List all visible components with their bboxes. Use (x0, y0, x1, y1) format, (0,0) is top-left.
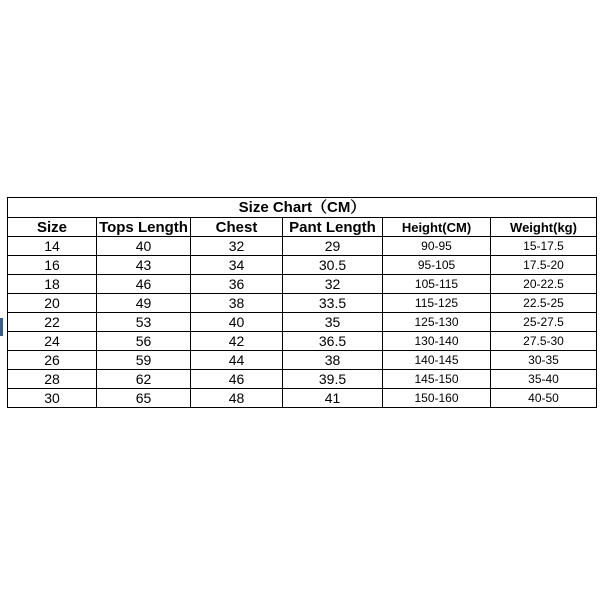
tops-length-cell: 49 (97, 294, 191, 313)
tops-length-cell: 46 (97, 275, 191, 294)
chest-cell: 32 (191, 237, 283, 256)
height-cell: 130-140 (383, 332, 491, 351)
height-cell: 105-115 (383, 275, 491, 294)
chest-cell: 38 (191, 294, 283, 313)
weight-cell: 40-50 (491, 389, 597, 408)
pant-length-cell: 30.5 (283, 256, 383, 275)
weight-cell: 15-17.5 (491, 237, 597, 256)
pant-length-cell: 39.5 (283, 370, 383, 389)
size-cell: 22 (8, 313, 97, 332)
pant-length-cell: 32 (283, 275, 383, 294)
chest-header: Chest (191, 218, 283, 237)
chest-cell: 46 (191, 370, 283, 389)
table-row (8, 313, 597, 332)
table-row (8, 332, 597, 351)
weight-cell: 20-22.5 (491, 275, 597, 294)
table-row (8, 237, 597, 256)
tops-length-cell: 43 (97, 256, 191, 275)
height-cell: 145-150 (383, 370, 491, 389)
table-title: Size Chart（CM） (8, 198, 597, 218)
tops-length-cell: 62 (97, 370, 191, 389)
chest-cell: 44 (191, 351, 283, 370)
height-cell: 150-160 (383, 389, 491, 408)
left-edge-mark (0, 318, 3, 336)
size-cell: 30 (8, 389, 97, 408)
size-cell: 28 (8, 370, 97, 389)
tops-length-cell: 40 (97, 237, 191, 256)
table-row (8, 370, 597, 389)
size-chart-table (7, 197, 597, 408)
chest-cell: 34 (191, 256, 283, 275)
chest-cell: 48 (191, 389, 283, 408)
weight-cell: 27.5-30 (491, 332, 597, 351)
pant-length-cell: 35 (283, 313, 383, 332)
table-row (8, 351, 597, 370)
weight-cell: 30-35 (491, 351, 597, 370)
pant-length-cell: 38 (283, 351, 383, 370)
pant-length-cell: 36.5 (283, 332, 383, 351)
chest-cell: 42 (191, 332, 283, 351)
height-cell: 95-105 (383, 256, 491, 275)
size-cell: 18 (8, 275, 97, 294)
size-cell: 16 (8, 256, 97, 275)
table-row (8, 294, 597, 313)
size-cell: 24 (8, 332, 97, 351)
header-row (8, 218, 597, 237)
weight-cell: 22.5-25 (491, 294, 597, 313)
table-row (8, 256, 597, 275)
table-body (8, 237, 597, 408)
height-cell: 140-145 (383, 351, 491, 370)
weight-cell: 25-27.5 (491, 313, 597, 332)
height-cell: 125-130 (383, 313, 491, 332)
tops-length-cell: 65 (97, 389, 191, 408)
table-row (8, 275, 597, 294)
size-cell: 26 (8, 351, 97, 370)
size-cell: 20 (8, 294, 97, 313)
pant-length-header: Pant Length (283, 218, 383, 237)
tops-length-cell: 56 (97, 332, 191, 351)
pant-length-cell: 41 (283, 389, 383, 408)
weight-cell: 35-40 (491, 370, 597, 389)
tops-length-header: Tops Length (97, 218, 191, 237)
table-row (8, 389, 597, 408)
tops-length-cell: 59 (97, 351, 191, 370)
weight-cell: 17.5-20 (491, 256, 597, 275)
size-header: Size (8, 218, 97, 237)
height-cell: 115-125 (383, 294, 491, 313)
chest-cell: 40 (191, 313, 283, 332)
pant-length-cell: 29 (283, 237, 383, 256)
weight-header: Weight(kg) (491, 218, 597, 237)
height-cell: 90-95 (383, 237, 491, 256)
size-cell: 14 (8, 237, 97, 256)
tops-length-cell: 53 (97, 313, 191, 332)
title-row (8, 198, 597, 218)
chest-cell: 36 (191, 275, 283, 294)
height-header: Height(CM) (383, 218, 491, 237)
pant-length-cell: 33.5 (283, 294, 383, 313)
